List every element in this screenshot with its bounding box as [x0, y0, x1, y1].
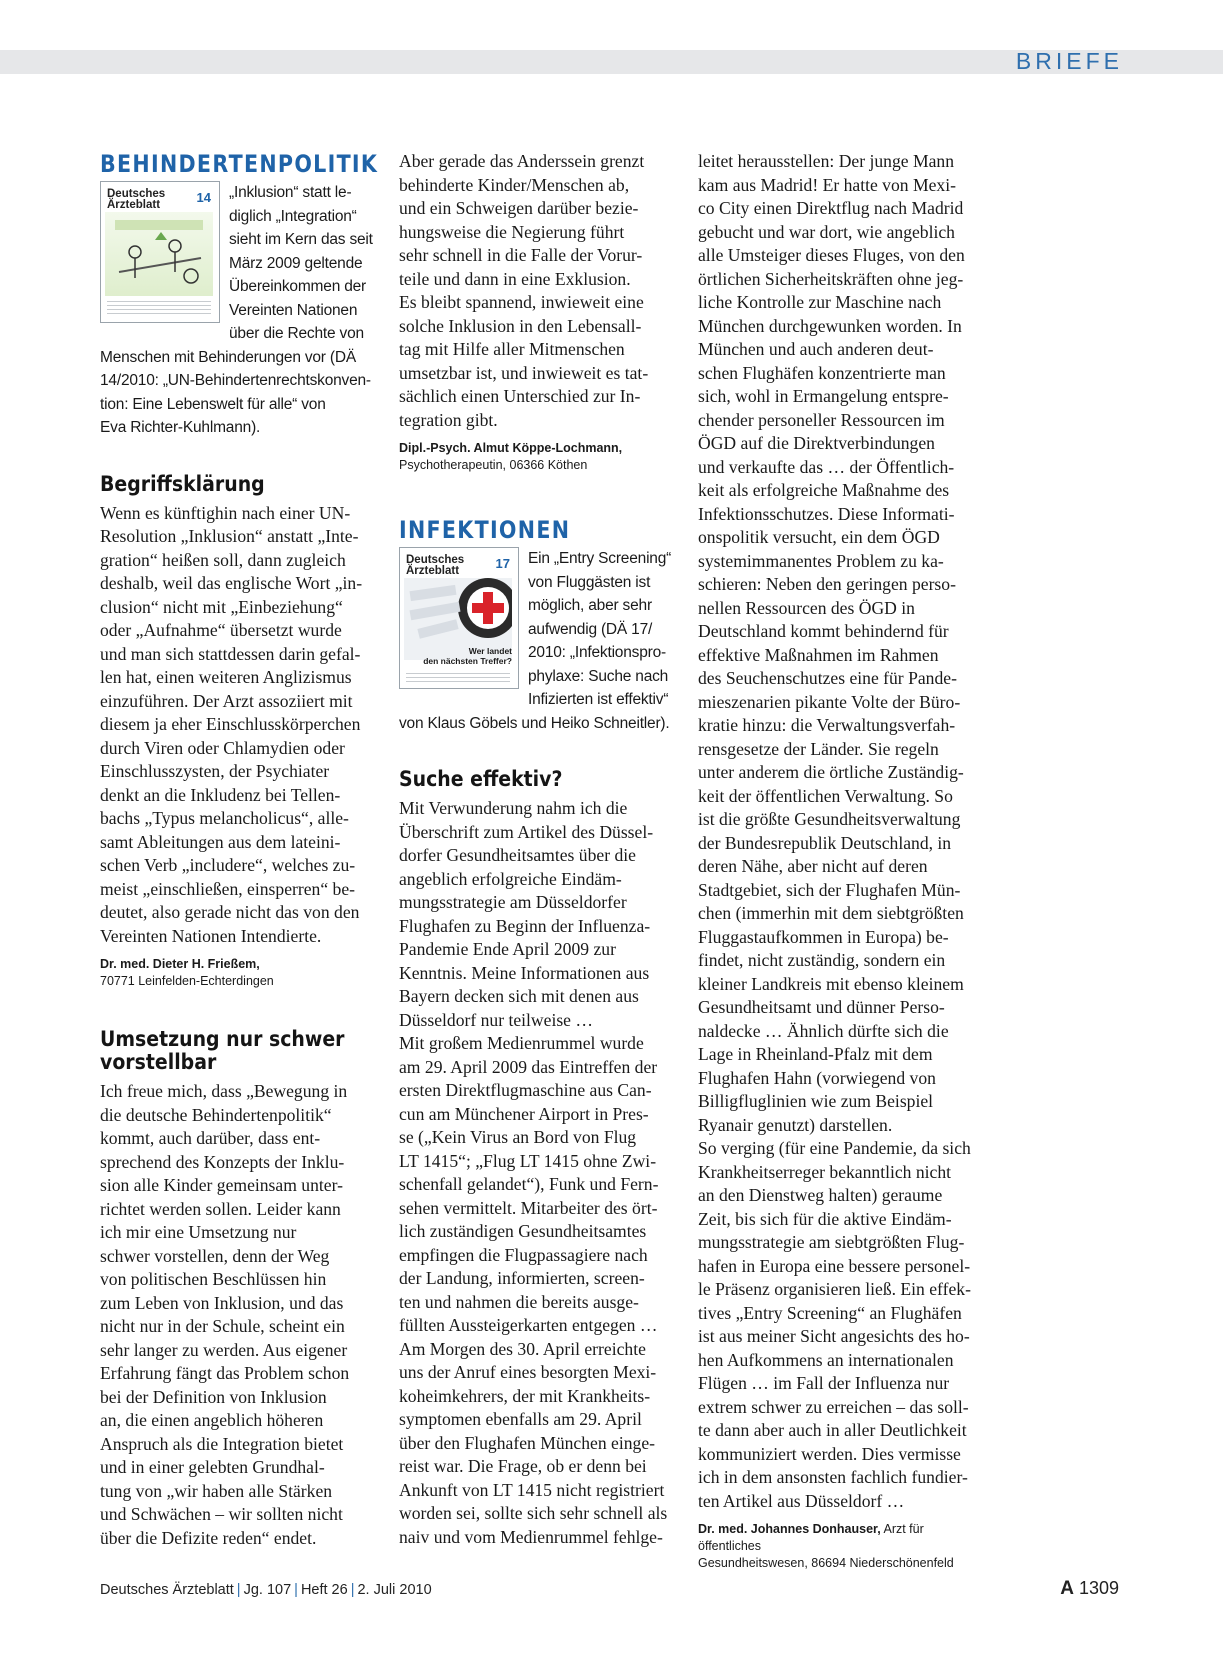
letter-body-umsetzung: Ich freue mich, dass „Bewegung in die deutsche Behindertenpolitik“ kommt, auch darüber, dass ent- sprechend des Konzepts der Inklu- sion alle Kinder gemeinsam unter- richtet werden sollen. Leider kann ich mir eine Umsetzung nur schwer vorstellen, denn der Weg von politischen Beschlüssen hin zum Leben von Inklusion, und das nicht nur in der Schule, scheint ein sehr langer zu werden. Aus eigener Erfahrung fängt das Problem schon bei der Definition von Inklusion an, die einen angeblich höheren Anspruch als die Integration bietet und in einer gelebten Grundhal- tung von „wir haben alle Stärken und Schwächen – wir sollten nicht über die Defizite reden“ endet. [100, 1081, 350, 1548]
cover-thumbnail [399, 547, 519, 689]
author-place: Gesundheitswesen, 86694 Niederschönenfeld [698, 1556, 954, 1570]
teaser-text: „Inklusion“ statt le- diglich „Integration“ sieht im Kern das seit März 2009 geltende Übereinkommen der Vereinten Nationen über die Rechte von Menschen mit Behinderungen vor (DÄ 14/2010: „UN-Behindertenrechtskonven- tion: Eine Lebenswelt für alle“ von Eva Richter-Kuhlmann). [100, 184, 373, 436]
footer-citation [100, 1582, 432, 1598]
page-number-value: 1309 [1078, 1578, 1119, 1598]
footer-separator: | [236, 1582, 241, 1598]
letter-body-continued: leitet herausstellen: Der junge Mann kam aus Madrid! Er hatte von Mexi- co City einen Direktflug nach Madrid gebucht und war dort, wie angeblich alle Umsteiger dieses Fluges, von den örtlichen Sicherheitskräften ohne jeg- liche Kontrolle zur Maschine nach München durchgewunken worden. In München und auch anderen deut- schen Flughäfen konzentrierte man sich, wohl in Ermangelung entspre- chender personeller Ressourcen im ÖGD auf die Direktverbindungen und verkaufte das … der Öffentlich- keit als erfolgreiche Maßnahme des Infektionsschutzes. Diese Informati- onspolitik versucht, ein dem ÖGD systemimmanentes Problem zu ka- schieren: Neben den geringen perso- nellen Ressourcen des ÖGD in Deutschland kommt behindernd für effektive Maßnahmen im Rahmen des Seuchenschutzes eine für Pande- mieszenarien pikante Volte der Büro- kratie hinzu: die Verwaltungsverfah- rensgesetze der Länder. Sie regeln unter anderem die örtliche Zuständig- keit der öffentlichen Verwaltung. So ist die größte Gesundheitsverwaltung der Bundesrepublik Deutschland, in deren Nähe, aber nicht auf deren Stadtgebiet, sich der Flughafen Mün- chen (immerhin mit dem siebtgrößten Fluggastaufkommen in Europa) be- findet, nicht zuständig, sondern ein kleiner Landkreis mit ebenso kleinem Gesundheitsamt und dünner Perso- naldecke … Ähnlich dürfte sich die Lage in Rheinland-Pfalz mit dem Flughafen Hahn (vorwiegend von Billigfluglinien wie zum Beispiel Ryanair genutzt) darstellen. So verging (für eine Pandemie, da sich Krankheitserreger bekanntlich nicht an den Dienstweg halten) geraume Zeit, bis sich für die aktive Eindäm- mungsstrategie am siebtgrößten Flug- hafen in Europa eine bessere personel- le Präsenz organisieren ließ. Ein effek- tives „Entry Screening“ an Flughäfen ist aus meiner Sicht angesichts des ho- hen Aufkommens an internationalen Flügen … im Fall der Influenza nur extrem schwer zu erreichen – das soll- te dann aber auch in aller Deutlichkeit kommuniziert werden. Dies vermisse ich in dem ansonsten fachlich fundier- ten Artikel aus Düsseldorf … [698, 151, 971, 1511]
letter-body-continued: Aber gerade das Anderssein grenzt behinderte Kinder/Menschen ab, und ein Schweigen darüber bezie- hungsweise die Negierung führt sehr schnell in die Falle der Vorur- teile und dann in eine Exklusion. Es bleibt spannend, inwieweit eine solche Inklusion in den Lebensall- tag mit Hilfe aller Mitmenschen umsetzbar ist, und inwieweit es tat- sächlich einen Unterschied zur In- tegration gibt. [399, 151, 649, 430]
teaser-infektionen [399, 547, 674, 735]
teaser-behindertenpolitik [100, 181, 380, 440]
cover-text-lines [406, 670, 510, 682]
footer-issue: Heft 26 [300, 1582, 348, 1598]
author-suffix: Arzt für öffentliches [698, 1522, 924, 1553]
cover-brand: Deutsches Ärzteblatt [107, 188, 166, 211]
letter-heading-begriffsklaerung: Begriffsklärung [100, 471, 265, 496]
author-name: Dr. med. Johannes Donhauser, [698, 1522, 881, 1536]
footer-separator: | [294, 1582, 298, 1598]
page-prefix: A [1060, 1578, 1074, 1599]
column-2 [399, 150, 674, 1549]
section-tag: BRIEFE [1015, 48, 1123, 74]
cover-issue-number: 14 [196, 190, 211, 205]
cover-thumbnail [100, 181, 220, 323]
cover-brand: Deutsches Ärzteblatt [406, 554, 465, 577]
author-place: Psychotherapeutin, 06366 Köthen [399, 458, 588, 472]
letter-signature [100, 956, 380, 990]
cover-text-lines [107, 298, 211, 316]
author-place: 70771 Leinfelden-Echterdingen [100, 974, 274, 988]
category-heading-infektionen: INFEKTIONEN [399, 516, 571, 544]
page-number [1060, 1578, 1119, 1600]
letter-signature [698, 1521, 980, 1572]
teaser-text: Ein „Entry Screening“ von Fluggästen ist möglich, aber sehr aufwendig (DÄ 17/ 2010: „Infektionspro- phylaxe: Suche nach Infizierten ist effektiv“ von Klaus Göbels und Heiko Schneitler). [399, 550, 672, 732]
column-3 [698, 150, 980, 1572]
cover-issue-number: 17 [495, 556, 510, 571]
author-name: Dr. med. Dieter H. Frießem, [100, 957, 260, 971]
footer-volume: Jg. 107 [243, 1582, 292, 1598]
cover-caption: Wer landet den nächsten Treffer? [423, 646, 512, 666]
footer-separator: | [350, 1582, 355, 1598]
letter-heading-suche-effektiv: Suche effektiv? [399, 767, 563, 791]
letter-heading-umsetzung: Umsetzung nur schwer vorstellbar [100, 1027, 345, 1074]
footer-date: 2. Juli 2010 [357, 1582, 432, 1598]
column-1 [100, 150, 380, 1550]
footer-journal: Deutsches Ärzteblatt [100, 1582, 234, 1598]
cover-illustration-icon [105, 212, 213, 296]
letter-body-suche-effektiv: Mit Verwunderung nahm ich die Überschrift zum Artikel des Düssel- dorfer Gesundheitsamtes über die angeblich erfolgreiche Eindäm- mungsstrategie am Düsseldorfer Flughafen zu Beginn der Influenza- Pandemie Ende April 2009 zur Kenntnis. Meine Informationen aus Bayern decken sich mit denen aus Düsseldorf nur teilweise … Mit großem Medienrummel wurde am 29. April 2009 das Eintreffen der ersten Direktflugmaschine aus Can- cun am Münchener Airport in Pres- se („Kein Virus an Bord von Flug LT 1415“; „Flug LT 1415 ohne Zwi- schenfall gelandet“), Funk und Fern- sehen vermittelt. Mitarbeiter des ört- lich zuständigen Gesundheitsamtes empfingen die Flugpassagiere nach der Landung, informierten, screen- ten und nahmen die bereits ausge- füllten Aussteigerkarten entgegen … Am Morgen des 30. April erreichte uns der Anruf eines besorgten Mexi- koheimkehrers, der mit Krankheits- symptomen ebenfalls am 29. April über den Flughafen München einge- reist war. Die Frage, ob er denn bei Ankunft von LT 1415 nicht registriert worden sei, sollte sich sehr schnell als naiv und vom Medienrummel fehlge- [399, 798, 668, 1547]
category-heading-behindertenpolitik: BEHINDERTENPOLITIK [100, 150, 379, 178]
letter-body-begriffsklaerung: Wenn es künftighin nach einer UN- Resolution „Inklusion“ anstatt „Inte- gration“ heißen soll, dann zugleich deshalb, weil das englische Wort „in- clusion“ nicht mit „Einbeziehung“ oder „Aufnahme“ übersetzt wurde und man sich stattdessen darin gefal- len hat, einen weiteren Anglizismus einzuführen. Der Arzt assoziiert mit diesem ja eher Einschlusskörperchen durch Viren oder Chlamydien oder Einschlusszysten, der Psychiater denkt an die Inkludenz bei Tellen- bachs „Typus melancholicus“, alle- samt Ableitungen aus dem lateini- schen Verb „includere“, welches zu- meist „einschließen, einsperren“ be- deutet, also gerade nicht das von den Vereinten Nationen Intendierte. [100, 502, 363, 946]
author-name: Dipl.-Psych. Almut Köppe-Lochmann, [399, 441, 623, 455]
letter-signature [399, 440, 674, 474]
